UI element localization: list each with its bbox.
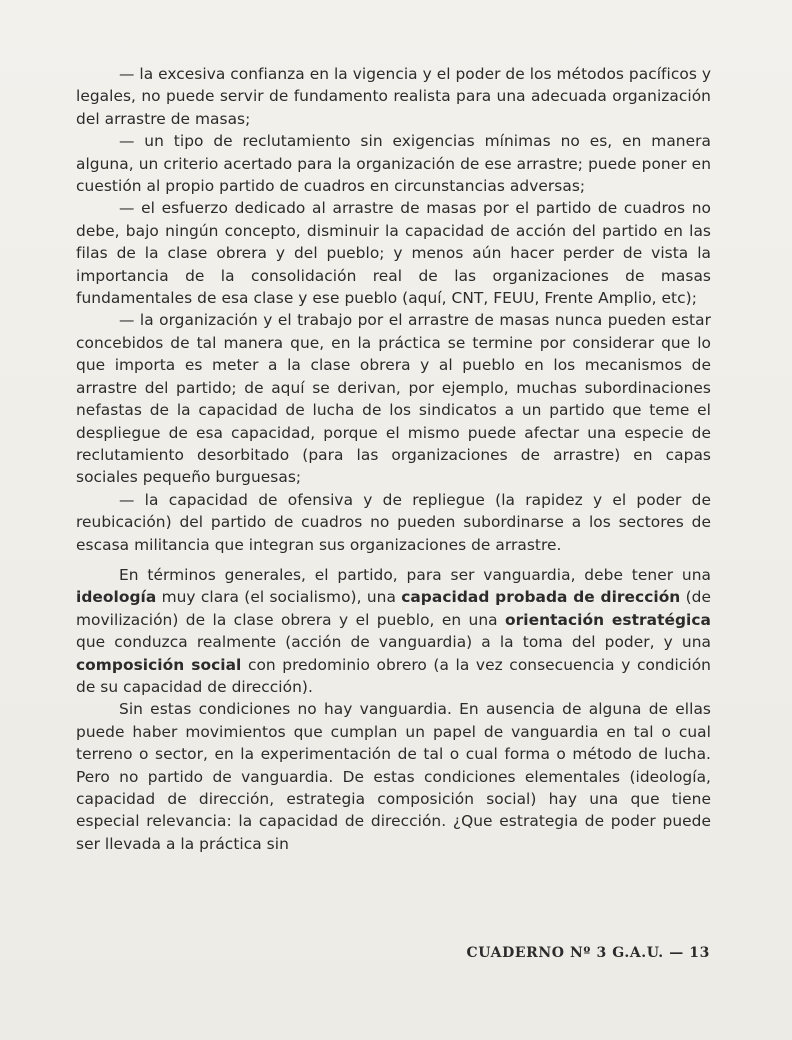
- text-run: — un tipo de reclutamiento sin exigencias mínimas no es, en manera alguna, un criterio acertado para la organización de ese arrastre; puede poner en cuestión al propio partido de cuadros en circunstancias adversas;: [76, 132, 711, 196]
- text-run: — el esfuerzo dedicado al arrastre de masas por el partido de cuadros no debe, bajo ningún concepto, disminuir la capacidad de acción del partido en las filas de la clase obrera y del pueblo; y menos aún hacer perder de vista la importancia de la consolidación real de las organizaciones de masas fundamentales de esa clase y ese pueblo (aquí, CNT, FEUU, Frente Amplio, etc);: [76, 199, 711, 308]
- text-run: Sin estas condiciones no hay vanguardia. En ausencia de alguna de ellas puede haber movimientos que cumplan un papel de vanguardia en tal o cual terreno o sector, en la experimentación de tal o cual forma o método de lucha. Pero no partido de vanguardia. De estas condiciones elementales (ideología, capacidad de dirección, estrategia composición social) hay una que tiene especial relevancia: la capacidad de dirección. ¿Que estrategia de poder puede ser llevada a la práctica sin: [76, 700, 711, 853]
- text-run: (de movilización) de la clase obrera y el pueblo, en una: [76, 588, 711, 629]
- bold-term: composición social: [76, 655, 242, 674]
- paragraph-dash-2: [76, 130, 711, 197]
- paragraph-dash-1: [76, 63, 711, 130]
- text-run: — la capacidad de ofensiva y de repliegue (la rapidez y el poder de reubicación) del partido de cuadros no pueden subordinarse a los sectores de escasa militancia que integran sus organizaciones de arrastre.: [76, 490, 711, 554]
- text-run: — la organización y el trabajo por el arrastre de masas nunca pueden estar concebidos de tal manera que, en la práctica se termine por considerar que lo que importa es meter a la clase obrera y al pueblo en los mecanismos de arrastre del partido; de aquí se derivan, por ejemplo, muchas subordinaciones nefastas de la capacidad de lucha de los sindicatos a un partido que teme el despliegue de esa capacidad, porque el mismo puede afectar una especie de reclutamiento desorbitado (para las organizaciones de arrastre) en capas sociales pequeño burguesas;: [76, 311, 711, 487]
- text-run: — la excesiva confianza en la vigencia y el poder de los métodos pacíficos y legales, no puede servir de fundamento realista para una adecuada organización del arrastre de masas;: [76, 65, 711, 128]
- text-run: con predominio obrero (a la vez consecuencia y condición de su capacidad de dirección).: [76, 655, 711, 696]
- paragraph-dash-3: [76, 197, 711, 309]
- paragraph-dash-5: [76, 489, 711, 556]
- text-run: En términos generales, el partido, para ser vanguardia, debe tener una: [119, 565, 711, 584]
- text-run: muy clara (el socialismo), una: [156, 588, 402, 607]
- bold-term: ideología: [76, 588, 157, 607]
- text-run: que conduzca realmente (acción de vanguardia) a la toma del poder, y una: [76, 633, 711, 652]
- body-text: [76, 63, 711, 855]
- paragraph-general-terms: [76, 564, 711, 698]
- page-footer: CUADERNO Nº 3 G.A.U. — 13: [466, 945, 710, 961]
- paragraph-dash-4: [76, 309, 711, 488]
- paragraph-conditions: [76, 698, 711, 855]
- bold-term: orientación estratégica: [505, 610, 711, 629]
- bold-term: capacidad probada de dirección: [401, 588, 681, 607]
